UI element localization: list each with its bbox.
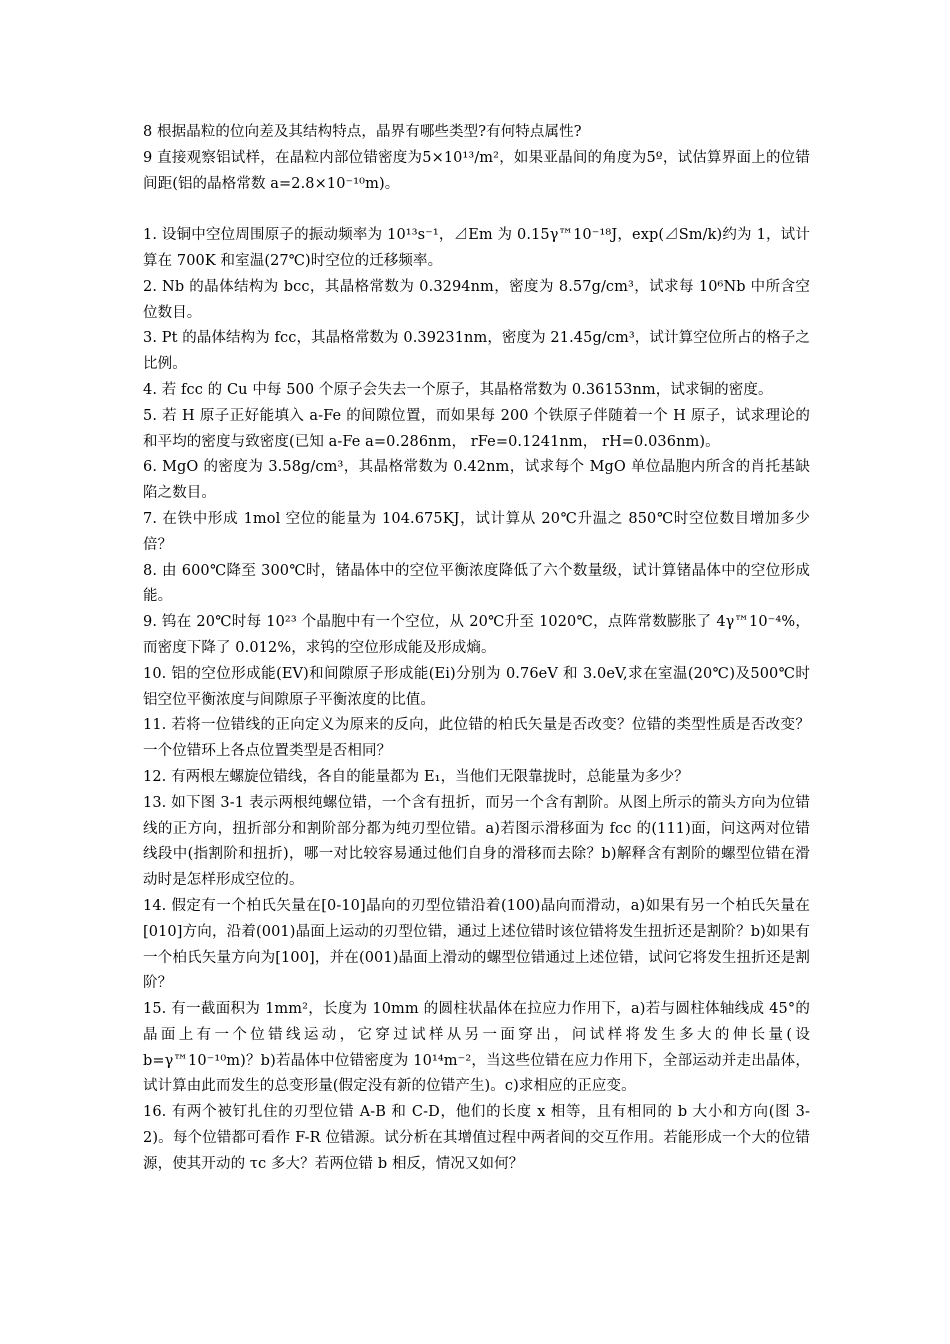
problem-15: 15. 有一截面积为 1mm²，长度为 10mm 的圆柱状晶体在拉应力作用下，a)若与圆柱体轴线成 45°的晶面上有一个位错线运动，它穿过试样从另一面穿出，问试样将发生多大的伸长量(设 b=γ™10⁻¹⁰m)？b)若晶体中位错密度为 10¹⁴m⁻²，当这些位错在应力作用下，全部运动并走出晶体，试计算由此而发生的总变形量(假定没有新的位错产生)。c)求相应的正应变。: [143, 1001, 810, 1095]
problem-7: 7. 在铁中形成 1mol 空位的能量为 104.675KJ，试计算从 20℃升温之 850℃时空位数目增加多少倍？: [143, 510, 810, 553]
blank-line: [143, 197, 810, 223]
problem-4: 4. 若 fcc 的 Cu 中每 500 个原子会失去一个原子，其晶格常数为 0.36153nm，试求铜的密度。: [143, 381, 773, 398]
question-8-grain-boundary: 8 根据晶粒的位向差及其结构特点，晶界有哪些类型?有何特点属性?: [143, 124, 582, 140]
problem-12: 12. 有两根左螺旋位错线，各自的能量都为 E₁，当他们无限靠拢时，总能量为多少？: [143, 768, 689, 785]
problem-9: 9. 钨在 20℃时每 10²³ 个晶胞中有一个空位，从 20℃升至 1020℃，点阵常数膨胀了 4γ™10⁻⁴%，而密度下降了 0.012%，求钨的空位形成能及形成熵。: [143, 614, 810, 656]
problem-14: 14. 假定有一个柏氏矢量在[0-10]晶向的刃型位错沿着(100)晶向而滑动，a)如果有另一个柏氏矢量在[010]方向，沿着(001)晶面上运动的刃型位错，通过上述位错时该位错将发生扭折还是割阶？b)如果有一个柏氏矢量方向为[100]，并在(001)晶面上滑动的螺型位错通过上述位错，试问它将发生扭折还是割阶？: [143, 897, 810, 992]
problem-10: 10. 铝的空位形成能(EV)和间隙原子形成能(Ei)分别为 0.76eV 和 3.0eV,求在室温(20℃)及500℃时铝空位平衡浓度与间隙原子平衡浓度的比值。: [143, 665, 810, 708]
question-9-dislocation-spacing: 9 直接观察铝试样，在晶粒内部位错密度为5×10¹³/m²，如果亚晶间的角度为5º，试估算界面上的位错间距(铝的晶格常数 a=2.8×10⁻¹⁰m)。: [143, 149, 810, 192]
problem-6: 6. MgO 的密度为 3.58g/cm³，其晶格常数为 0.42nm，试求每个 MgO 单位晶胞内所含的肖托基缺陷之数目。: [143, 459, 810, 502]
document-body: [143, 120, 810, 1178]
problem-8: 8. 由 600℃降至 300℃时，锗晶体中的空位平衡浓度降低了六个数量级，试计算锗晶体中的空位形成能。: [143, 562, 810, 605]
problem-13: 13. 如下图 3-1 表示两根纯螺位错，一个含有扭折，而另一个含有割阶。从图上所示的箭头方向为位错线的正方向，扭折部分和割阶部分都为纯刃型位错。a)若图示滑移面为 fcc 的(111)面，问这两对位错线段中(指割阶和扭折)，哪一对比较容易通过他们自身的滑移而去除？b)解释含有割阶的螺型位错在滑动时是怎样形成空位的。: [143, 794, 810, 889]
problem-11: 11. 若将一位错线的正向定义为原来的反向，此位错的柏氏矢量是否改变？位错的类型性质是否改变？一个位错环上各点位置类型是否相同？: [143, 717, 810, 760]
problem-5: 5. 若 H 原子正好能填入 a-Fe 的间隙位置，而如果每 200 个铁原子伴随着一个 H 原子，试求理论的和平均的密度与致密度(已知 a-Fe a=0.286nm， rFe=0.1241nm， rH=0.036nm)。: [143, 407, 810, 450]
problem-16: 16. 有两个被钉扎住的刃型位错 A-B 和 C-D，他们的长度 x 相等，且有相同的 b 大小和方向(图 3-2)。每个位错都可看作 F-R 位错源。试分析在其增值过程中两者间的交互作用。若能形成一个大的位错源，使其开动的 τc 多大？若两位错 b 相反，情况又如何？: [143, 1104, 810, 1172]
problem-2: 2. Nb 的晶体结构为 bcc，其晶格常数为 0.3294nm，密度为 8.57g/cm³，试求每 10⁶Nb 中所含空位数目。: [143, 278, 810, 321]
problem-1: 1. 设铜中空位周围原子的振动频率为 10¹³s⁻¹，⊿Em 为 0.15γ™10⁻¹⁸J，exp(⊿Sm/k)约为 1，试计算在 700K 和室温(27℃)时空位的迁移频率。: [143, 227, 810, 269]
problem-3: 3. Pt 的晶体结构为 fcc，其晶格常数为 0.39231nm，密度为 21.45g/cm³，试计算空位所占的格子之比例。: [143, 330, 810, 373]
